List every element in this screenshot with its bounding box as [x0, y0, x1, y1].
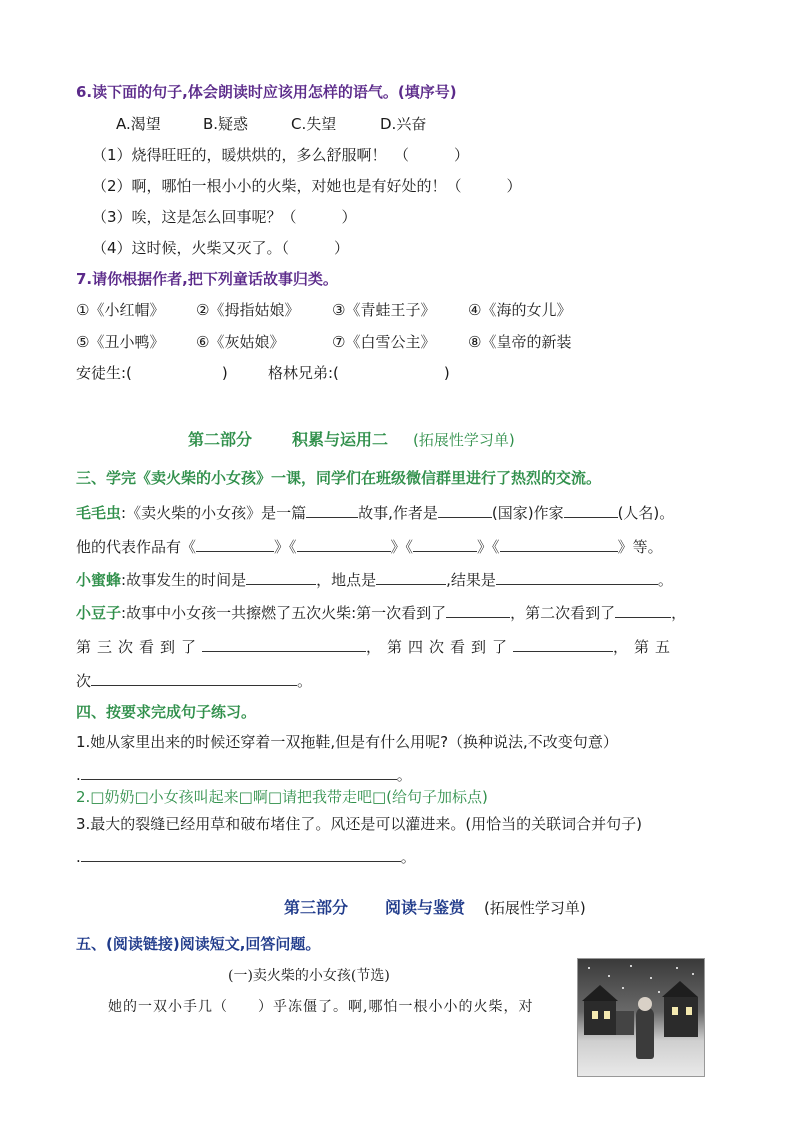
grimm-answer[interactable]: 格林兄弟:( )	[268, 364, 450, 382]
bee-result: ,结果是	[446, 571, 496, 589]
third-a: 第三次看到了	[76, 638, 203, 656]
blank-country[interactable]	[438, 501, 492, 518]
blank-work-4[interactable]	[500, 535, 618, 552]
story-7: ⑦《白雪公主》	[332, 333, 436, 351]
blank-author[interactable]	[564, 501, 618, 518]
fifth-prefix: 次	[76, 672, 92, 690]
blank-third[interactable]	[202, 635, 366, 652]
story-3: ③《青蛙王子》	[332, 301, 436, 319]
match-girl-illustration	[577, 958, 705, 1077]
q6-item-1: （1）烧得旺旺的，暖烘烘的，多么舒服啊！ （ ）	[92, 146, 470, 164]
third-c: ，第五	[613, 638, 677, 656]
part3-label: 第三部分	[284, 898, 349, 917]
q6-item-2: （2）啊，哪怕一根小小的火柴，对她也是有好处的！（ ）	[92, 177, 522, 195]
s4-q2: 2.□奶奶□小女孩叫起来□啊□请把我带走吧□(给句子加标点)	[76, 788, 488, 806]
q6-option-a: A.渴望	[116, 115, 161, 133]
q7-title: 7.请你根据作者,把下列童话故事归类。	[76, 270, 338, 288]
s4-q1-answer	[76, 763, 412, 785]
blank-work-3[interactable]	[413, 535, 477, 552]
bee-time: :故事发生的时间是	[121, 571, 247, 589]
blank-result[interactable]	[496, 568, 658, 585]
blank-q3[interactable]	[81, 845, 401, 862]
blank-fifth[interactable]	[91, 669, 297, 686]
t-person: (人名)。	[617, 504, 675, 522]
bean-text: :故事中小女孩一共擦燃了五次火柴:第一次看到了	[121, 604, 447, 622]
q6-option-d: D.兴奋	[380, 115, 427, 133]
story-1: ①《小红帽》	[76, 301, 165, 319]
part3-name: 阅读与鉴赏	[385, 898, 466, 917]
t-story: 故事,作者是	[358, 504, 438, 522]
blank-work-1[interactable]	[196, 535, 274, 552]
q1-dot: .	[76, 766, 81, 784]
part2-label: 第二部分	[188, 430, 253, 449]
story-4: ④《海的女儿》	[468, 301, 572, 319]
s4-q3: 3.最大的裂缝已经用草和破布堵住了。风还是可以灌进来。(用恰当的关联词合并句子)	[76, 815, 643, 833]
bean-name: 小豆子	[76, 604, 122, 622]
blank-second[interactable]	[615, 601, 671, 618]
caterpillar-name: 毛毛虫	[76, 504, 122, 522]
blank-place[interactable]	[376, 568, 446, 585]
s3-line-third	[76, 635, 676, 657]
q3-dot: .	[76, 848, 81, 866]
s3-line-caterpillar	[76, 501, 674, 523]
q6-option-c: C.失望	[291, 115, 337, 133]
bee-place: ，地点是	[316, 571, 377, 589]
story-8: ⑧《皇帝的新装	[468, 333, 572, 351]
story-2: ②《拇指姑娘》	[196, 301, 300, 319]
s4-q1: 1.她从家里出来的时候还穿着一双拖鞋,但是有什么用呢?（换种说法,不改变句意）	[76, 733, 618, 751]
bean-second: ，第二次看到了	[510, 604, 616, 622]
story-5: ⑤《丑小鸭》	[76, 333, 165, 351]
passage-line-1: 她的一双小手几（ ）乎冻僵了。啊,哪怕一根小小的火柴，对	[108, 999, 534, 1015]
part3-note: (拓展性学习单)	[484, 899, 586, 917]
blank-work-2[interactable]	[297, 535, 391, 552]
q6-option-b: B.疑惑	[203, 115, 249, 133]
q1-period: 。	[396, 766, 412, 784]
s3-line-works: 他的代表作品有《 》《 》《 》《 》等。	[76, 535, 663, 557]
s3-line-bee	[76, 568, 673, 590]
part2-name: 积累与运用二	[292, 430, 389, 449]
q6-item-3: （3）唉，这是怎么回事呢？（ ）	[92, 208, 357, 226]
bee-name: 小蜜蜂	[76, 571, 122, 589]
bee-period: 。	[657, 571, 673, 589]
works-suffix: 》等。	[617, 538, 663, 556]
blank-first[interactable]	[446, 601, 510, 618]
s3-line-fifth	[76, 669, 312, 691]
s4-q3-answer	[76, 845, 416, 867]
story-6: ⑥《灰姑娘》	[196, 333, 285, 351]
works-prefix: 他的代表作品有《	[76, 538, 197, 556]
part2-note: (拓展性学习单)	[413, 431, 515, 449]
passage-title: (一)卖火柴的小女孩(节选)	[228, 968, 390, 984]
q6-title: 6.读下面的句子,体会朗读时应该用怎样的语气。(填序号)	[76, 83, 457, 101]
s4-title: 四、按要求完成句子练习。	[76, 703, 257, 721]
blank-q1[interactable]	[81, 763, 397, 780]
s3-title: 三、学完《卖火柴的小女孩》一课，同学们在班级微信群里进行了热烈的交流。	[76, 469, 602, 487]
blank-fourth[interactable]	[513, 635, 613, 652]
s3-line-bean: 小豆子:故事中小女孩一共擦燃了五次火柴:第一次看到了 ，第二次看到了 ，	[76, 601, 686, 623]
q6-item-4: （4）这时候，火柴又灭了。（ ）	[92, 239, 350, 257]
andersen-answer[interactable]: 安徒生:( )	[76, 364, 228, 382]
blank-story-type[interactable]	[306, 501, 358, 518]
third-b: ，第四次看到了	[366, 638, 514, 656]
fifth-period: 。	[297, 672, 313, 690]
q3-period: 。	[400, 848, 416, 866]
s5-title: 五、(阅读链接)阅读短文,回答问题。	[76, 935, 321, 953]
blank-time[interactable]	[246, 568, 316, 585]
caterpillar-text: :《卖火柴的小女孩》是一篇	[121, 504, 307, 522]
t-country: (国家)作家	[491, 504, 564, 522]
